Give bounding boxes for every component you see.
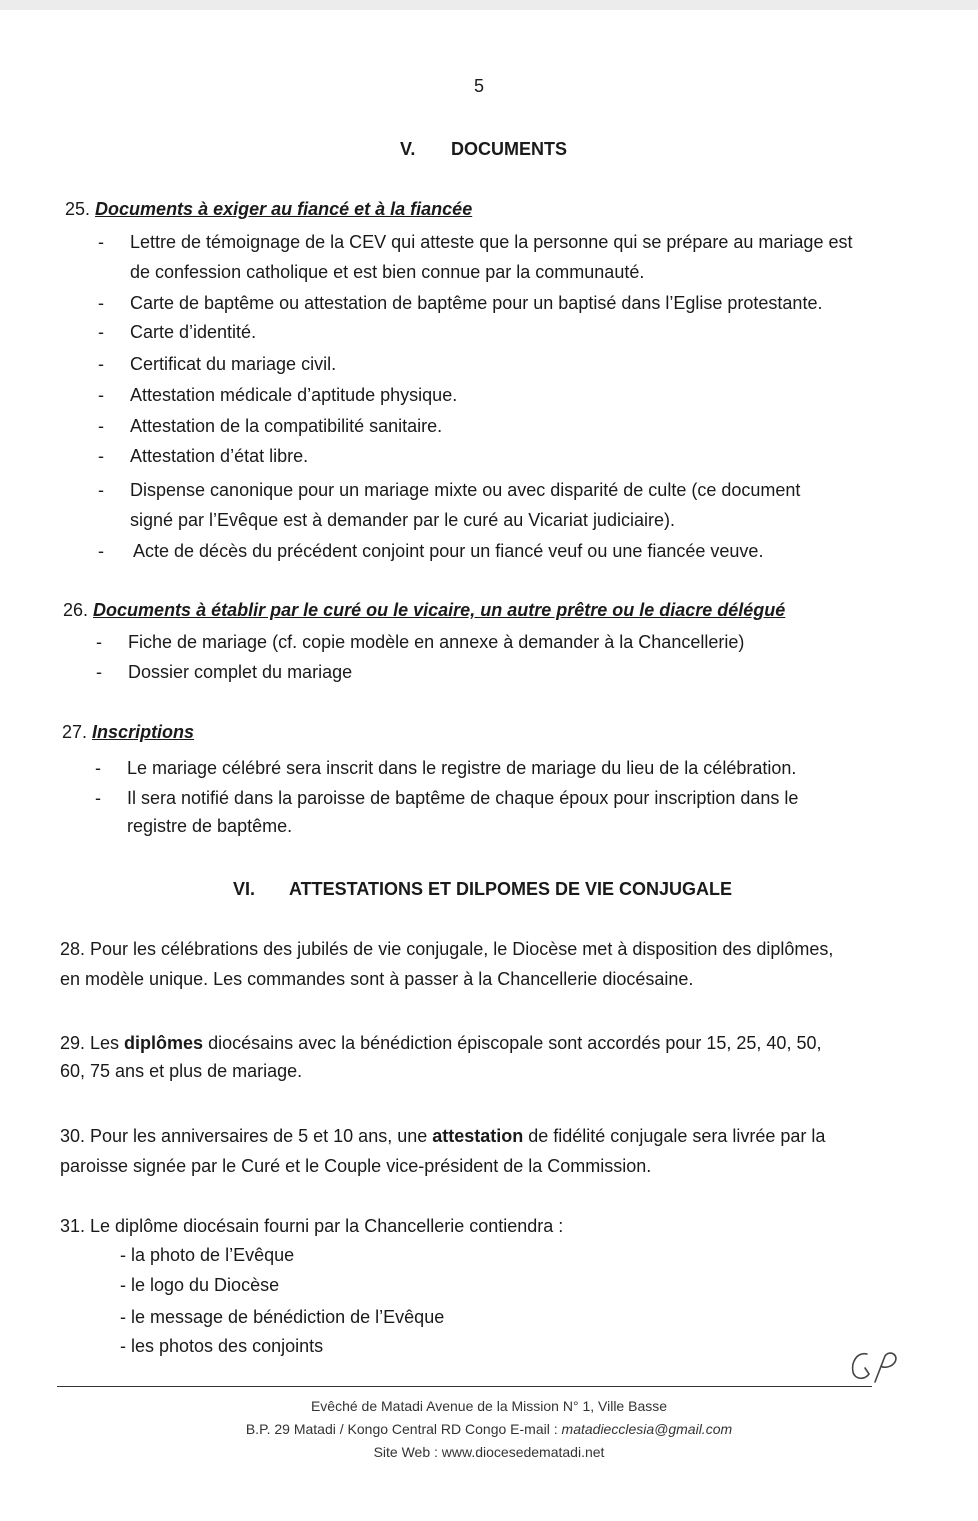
bold-term: diplômes [124,1033,204,1053]
item-number: 26. [63,600,89,620]
paragraph-30-line: paroisse signée par le Curé et le Couple vice-président de la Commission. [60,1156,652,1176]
bold-term: attestation [432,1126,524,1146]
bullet-dash: - [96,632,102,652]
paragraph-31-intro: 31. Le diplôme diocésain fourni par la Chancellerie contiendra : [60,1216,564,1236]
list-item: de confession catholique et est bien connue par la communauté. [130,262,645,282]
paragraph-29-line [60,1033,821,1054]
list-item: Attestation médicale d’aptitude physique. [130,385,458,405]
section-number: VI. [233,879,256,899]
footer-postal: B.P. 29 Matadi / Kongo Central RD Congo E-mail : [245,1421,562,1437]
list-item: Acte de décès du précédent conjoint pour un fiancé veuf ou une fiancée veuve. [133,541,764,561]
bullet-dash: - [98,385,104,405]
list-item: Carte de baptême ou attestation de baptême pour un baptisé dans l’Eglise protestante. [130,293,823,313]
footer-email[interactable]: matadiecclesia@gmail.com [561,1421,733,1437]
bullet-dash: - [96,662,102,682]
paragraph-28-line: 28. Pour les célébrations des jubilés de vie conjugale, le Diocèse met à disposition des diplômes, [60,939,834,959]
list-item: Dossier complet du mariage [128,662,353,682]
section-title: ATTESTATIONS ET DILPOMES DE VIE CONJUGALE [289,879,733,899]
paragraph-29-line: 60, 75 ans et plus de mariage. [60,1061,303,1081]
bullet-dash: - [98,446,104,466]
item-25-heading [65,199,472,220]
bullet-dash: - [98,293,104,313]
bullet-dash: - [98,416,104,436]
section-heading-v [400,139,567,160]
footer-divider [57,1386,872,1387]
paragraph-28-line: en modèle unique. Les commandes sont à passer à la Chancellerie diocésaine. [60,969,694,989]
bullet-dash: - [98,232,104,252]
list-item: Lettre de témoignage de la CEV qui atteste que la personne qui se prépare au mariage est [130,232,853,252]
list-item: - la photo de l’Evêque [120,1245,295,1265]
text-run: de fidélité conjugale sera livrée par la [523,1126,826,1146]
list-item: Certificat du mariage civil. [130,354,337,374]
list-item: Il sera notifié dans la paroisse de baptême de chaque époux pour inscription dans le [127,788,799,808]
section-number: V. [400,139,416,159]
bullet-dash: - [98,541,104,561]
list-item: Carte d’identité. [130,322,257,342]
list-item: Attestation de la compatibilité sanitaire. [130,416,443,436]
list-item: Dispense canonique pour un mariage mixte ou avec disparité de culte (ce document [130,480,801,500]
bullet-dash: - [95,788,101,808]
bullet-dash: - [95,758,101,778]
scan-top-edge [0,0,978,10]
item-number: 25. [65,199,91,219]
paragraph-30-line [60,1126,825,1147]
list-item: Fiche de mariage (cf. copie modèle en annexe à demander à la Chancellerie) [128,632,745,652]
text-run: 29. Les [60,1033,125,1053]
list-item: - le logo du Diocèse [120,1275,280,1295]
bullet-dash: - [98,322,104,342]
footer-address: Evêché de Matadi Avenue de la Mission N° 1, Ville Basse [310,1398,668,1414]
list-item: registre de baptême. [127,816,293,836]
item-number: 27. [62,722,88,742]
bullet-dash: - [98,480,104,500]
item-title: Documents à exiger au fiancé et à la fiancée [95,199,473,219]
item-title: Inscriptions [92,722,195,742]
item-27-heading [62,722,194,743]
bullet-dash: - [98,354,104,374]
item-26-heading [63,600,785,621]
list-item: signé par l’Evêque est à demander par le curé au Vicariat judiciaire). [130,510,675,530]
item-title: Documents à établir par le curé ou le vicaire, un autre prêtre ou le diacre délégué [93,600,786,620]
list-item: Attestation d’état libre. [130,446,309,466]
section-heading-vi [233,879,732,900]
footer-website[interactable]: Site Web : www.diocesedematadi.net [373,1444,605,1460]
page-number: 5 [473,76,484,96]
text-run: 30. Pour les anniversaires de 5 et 10 ans, une [60,1126,433,1146]
list-item: Le mariage célébré sera inscrit dans le registre de mariage du lieu de la célébration. [127,758,797,778]
list-item: - les photos des conjoints [120,1336,324,1356]
footer-contact [0,1421,978,1437]
section-title: DOCUMENTS [451,139,567,159]
list-item: - le message de bénédiction de l’Evêque [120,1307,445,1327]
text-run: diocésains avec la bénédiction épiscopale sont accordés pour 15, 25, 40, 50, [203,1033,822,1053]
handwritten-initials-icon [845,1346,905,1386]
